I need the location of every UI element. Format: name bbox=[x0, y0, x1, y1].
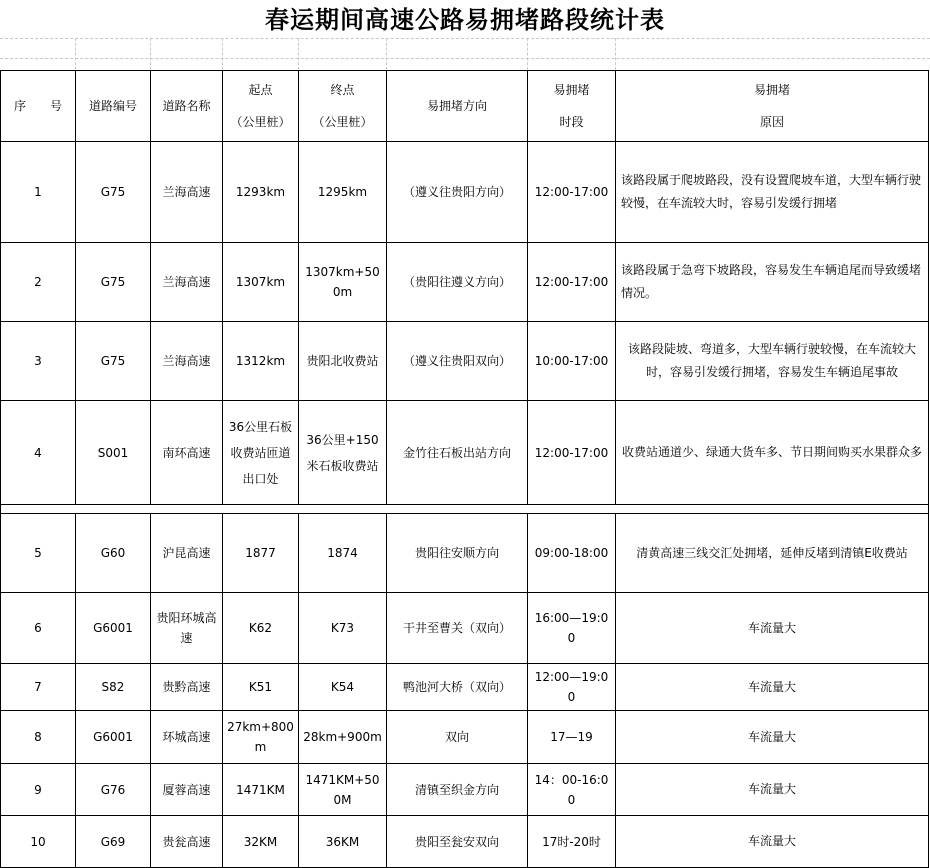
header-start-line2: （公里桩） bbox=[230, 115, 291, 129]
cell-period: 12:00-17:00 bbox=[528, 243, 616, 322]
gridline bbox=[222, 38, 223, 70]
cell-period: 12:00-17:00 bbox=[528, 401, 616, 505]
cell-direction: 贵阳至瓮安双向 bbox=[387, 816, 528, 868]
cell-reason: 该路段属于爬坡路段，没有设置爬坡车道，大型车辆行驶较慢，在车流较大时，容易引发缓行拥堵 bbox=[616, 142, 929, 243]
cell-name: 贵阳环城高速 bbox=[151, 593, 223, 664]
cell-end: 36公里+150米石板收费站 bbox=[299, 401, 387, 505]
cell-code: G76 bbox=[76, 764, 151, 816]
cell-direction: 双向 bbox=[387, 711, 528, 764]
cell-direction: 清镇至织金方向 bbox=[387, 764, 528, 816]
header-start bbox=[223, 71, 299, 142]
cell-direction: （贵阳往遵义方向） bbox=[387, 243, 528, 322]
cell-end: 贵阳北收费站 bbox=[299, 322, 387, 401]
cell-start: 1312km bbox=[223, 322, 299, 401]
cell-period: 12:00—19:00 bbox=[528, 664, 616, 711]
cell-code: G60 bbox=[76, 514, 151, 593]
cell-reason: 车流量大 bbox=[616, 711, 929, 764]
header-reason-line1: 易拥堵 bbox=[753, 83, 790, 97]
header-reason-line2: 原因 bbox=[759, 115, 784, 129]
gridline bbox=[298, 38, 299, 70]
table-row bbox=[1, 514, 929, 593]
cell-reason: 车流量大 bbox=[616, 664, 929, 711]
cell-start: 1471KM bbox=[223, 764, 299, 816]
cell-direction: 贵阳往安顺方向 bbox=[387, 514, 528, 593]
gridline bbox=[0, 58, 930, 59]
cell-code: G69 bbox=[76, 816, 151, 868]
cell-start: 32KM bbox=[223, 816, 299, 868]
cell-seq: 9 bbox=[1, 764, 76, 816]
cell-end: 1471KM+500M bbox=[299, 764, 387, 816]
cell-period: 16:00—19:00 bbox=[528, 593, 616, 664]
cell-seq: 8 bbox=[1, 711, 76, 764]
cell-start: 1293km bbox=[223, 142, 299, 243]
gridline bbox=[75, 38, 76, 70]
cell-code: S82 bbox=[76, 664, 151, 711]
cell-seq: 10 bbox=[1, 816, 76, 868]
gridline bbox=[150, 38, 151, 70]
cell-direction: 干井至曹关（双向） bbox=[387, 593, 528, 664]
cell-direction: 金竹往石板出站方向 bbox=[387, 401, 528, 505]
cell-name: 厦蓉高速 bbox=[151, 764, 223, 816]
cell-direction: （遵义往贵阳方向） bbox=[387, 142, 528, 243]
cell-end: K73 bbox=[299, 593, 387, 664]
cell-end: 28km+900m bbox=[299, 711, 387, 764]
cell-period: 09:00-18:00 bbox=[528, 514, 616, 593]
table-row bbox=[1, 322, 929, 401]
cell-code: G6001 bbox=[76, 711, 151, 764]
cell-name: 兰海高速 bbox=[151, 322, 223, 401]
cell-period: 17—19 bbox=[528, 711, 616, 764]
cell-name: 南环高速 bbox=[151, 401, 223, 505]
cell-seq: 3 bbox=[1, 322, 76, 401]
cell-direction: 鸭池河大桥（双向） bbox=[387, 664, 528, 711]
cell-name: 沪昆高速 bbox=[151, 514, 223, 593]
cell-reason: 清黄高速三线交汇处拥堵，延伸反堵到清镇E收费站 bbox=[616, 514, 929, 593]
table-row bbox=[1, 243, 929, 322]
cell-seq: 1 bbox=[1, 142, 76, 243]
table-row bbox=[1, 142, 929, 243]
header-period-line2: 时段 bbox=[559, 115, 584, 129]
page-break-separator bbox=[1, 505, 929, 514]
gridline bbox=[0, 38, 930, 39]
cell-seq: 7 bbox=[1, 664, 76, 711]
header-direction: 易拥堵方向 bbox=[387, 71, 528, 142]
cell-reason: 该路段属于急弯下坡路段，容易发生车辆追尾而导致缓堵情况。 bbox=[616, 243, 929, 322]
cell-period: 12:00-17:00 bbox=[528, 142, 616, 243]
cell-start: 1307km bbox=[223, 243, 299, 322]
header-name: 道路名称 bbox=[151, 71, 223, 142]
cell-code: G75 bbox=[76, 142, 151, 243]
cell-end: 36KM bbox=[299, 816, 387, 868]
cell-name: 贵黔高速 bbox=[151, 664, 223, 711]
table-row bbox=[1, 593, 929, 664]
header-end-line2: （公里桩） bbox=[312, 115, 373, 129]
header-end-line1: 终点 bbox=[330, 83, 355, 97]
gridline bbox=[615, 38, 616, 70]
table-row bbox=[1, 764, 929, 816]
cell-code: S001 bbox=[76, 401, 151, 505]
header-start-line1: 起点 bbox=[248, 83, 273, 97]
cell-period: 14：00-16:00 bbox=[528, 764, 616, 816]
cell-direction: （遵义往贵阳双向） bbox=[387, 322, 528, 401]
cell-end: K54 bbox=[299, 664, 387, 711]
cell-name: 兰海高速 bbox=[151, 243, 223, 322]
cell-code: G6001 bbox=[76, 593, 151, 664]
cell-period: 17时-20时 bbox=[528, 816, 616, 868]
cell-reason: 车流量大 bbox=[616, 816, 929, 868]
cell-start: K51 bbox=[223, 664, 299, 711]
header-row bbox=[1, 71, 929, 142]
header-code: 道路编号 bbox=[76, 71, 151, 142]
header-period-line1: 易拥堵 bbox=[553, 83, 590, 97]
table-row bbox=[1, 664, 929, 711]
cell-seq: 2 bbox=[1, 243, 76, 322]
cell-start: 1877 bbox=[223, 514, 299, 593]
header-seq: 序 号 bbox=[1, 71, 76, 142]
cell-reason: 车流量大 bbox=[616, 593, 929, 664]
congestion-table bbox=[0, 70, 929, 868]
header-reason bbox=[616, 71, 929, 142]
table-row bbox=[1, 711, 929, 764]
cell-end: 1295km bbox=[299, 142, 387, 243]
cell-name: 贵瓮高速 bbox=[151, 816, 223, 868]
gridline bbox=[386, 38, 387, 70]
cell-name: 兰海高速 bbox=[151, 142, 223, 243]
cell-reason: 车流量大 bbox=[616, 764, 929, 816]
header-period bbox=[528, 71, 616, 142]
table-row bbox=[1, 401, 929, 505]
cell-name: 环城高速 bbox=[151, 711, 223, 764]
cell-seq: 4 bbox=[1, 401, 76, 505]
cell-reason: 该路段陡坡、弯道多，大型车辆行驶较慢，在车流较大时，容易引发缓行拥堵，容易发生车辆追尾事故 bbox=[616, 322, 929, 401]
cell-start: 27km+800m bbox=[223, 711, 299, 764]
cell-period: 10:00-17:00 bbox=[528, 322, 616, 401]
cell-start: 36公里石板收费站匝道出口处 bbox=[223, 401, 299, 505]
cell-code: G75 bbox=[76, 243, 151, 322]
header-end bbox=[299, 71, 387, 142]
cell-seq: 6 bbox=[1, 593, 76, 664]
cell-end: 1874 bbox=[299, 514, 387, 593]
cell-code: G75 bbox=[76, 322, 151, 401]
cell-seq: 5 bbox=[1, 514, 76, 593]
cell-reason: 收费站通道少、绿通大货车多、节日期间购买水果群众多 bbox=[616, 401, 929, 505]
page-title: 春运期间高速公路易拥堵路段统计表 bbox=[265, 5, 665, 34]
cell-start: K62 bbox=[223, 593, 299, 664]
separator-cell bbox=[1, 505, 929, 514]
gridline bbox=[527, 38, 528, 70]
cell-end: 1307km+500m bbox=[299, 243, 387, 322]
table-row bbox=[1, 816, 929, 868]
